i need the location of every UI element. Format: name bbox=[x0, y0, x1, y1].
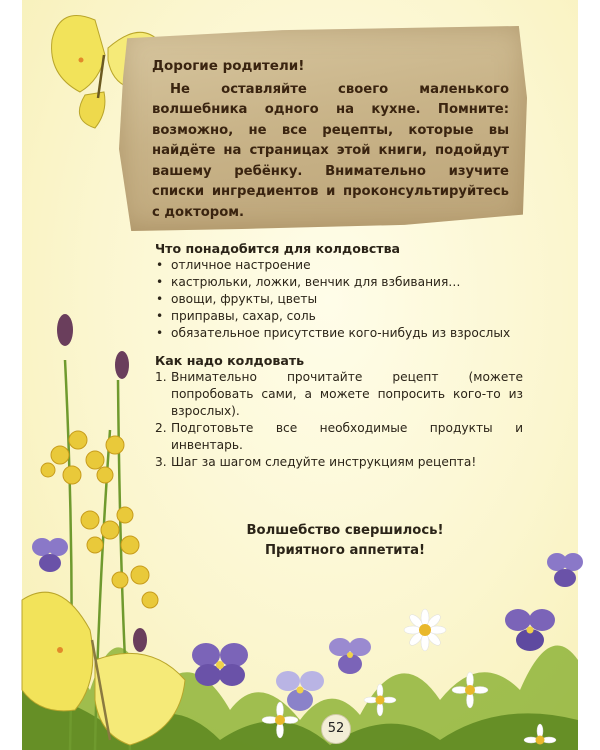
list-item: • отличное настроение bbox=[155, 257, 523, 274]
page-number: 52 bbox=[321, 714, 351, 744]
primrose-flowers bbox=[41, 431, 158, 608]
list-item: • кастрюльки, ложки, венчик для взбивания… bbox=[155, 274, 523, 291]
step-number: 3. bbox=[155, 455, 167, 469]
step-number: 1. bbox=[155, 370, 167, 384]
howto-heading: Как надо колдовать bbox=[155, 353, 305, 368]
parents-note bbox=[152, 56, 509, 223]
needs-section bbox=[155, 240, 523, 342]
needs-list bbox=[155, 257, 523, 342]
step-item bbox=[155, 369, 523, 420]
list-item: • приправы, сахар, соль bbox=[155, 308, 523, 325]
steps-list bbox=[155, 369, 523, 471]
closing-message bbox=[200, 521, 490, 561]
step-number: 2. bbox=[155, 421, 167, 435]
step-item bbox=[155, 454, 523, 471]
closing-line-2: Приятного аппетита! bbox=[264, 543, 426, 558]
step-text: Подготовьте все необходимые продукты и инвентарь. bbox=[171, 421, 523, 452]
closing-line-1: Волшебство свершилось! bbox=[246, 523, 444, 538]
note-title: Дорогие родители! bbox=[152, 58, 305, 74]
list-item: • овощи, фрукты, цветы bbox=[155, 291, 523, 308]
needs-heading: Что понадобится для колдовства bbox=[155, 241, 401, 256]
list-item: • обязательное присутствие кого-нибудь из взрослых bbox=[155, 325, 523, 342]
instructions bbox=[155, 240, 523, 471]
step-item bbox=[155, 420, 523, 454]
note-body: Не оставляйте своего маленького волшебника одного на кухне. Помните: возможно, не все рецепты, которые вы найдёте на страницах этой книги, подойдут вашему ребёнку. Внимательно изучите списки ингредиентов и проконсультируйтесь с доктором. bbox=[152, 81, 509, 220]
step-text: Внимательно прочитайте рецепт (можете попробовать сами, а можете попросить кого-то из взрослых). bbox=[171, 370, 523, 418]
howto-section bbox=[155, 352, 523, 471]
step-text: Шаг за шагом следуйте инструкциям рецепта! bbox=[171, 455, 477, 469]
